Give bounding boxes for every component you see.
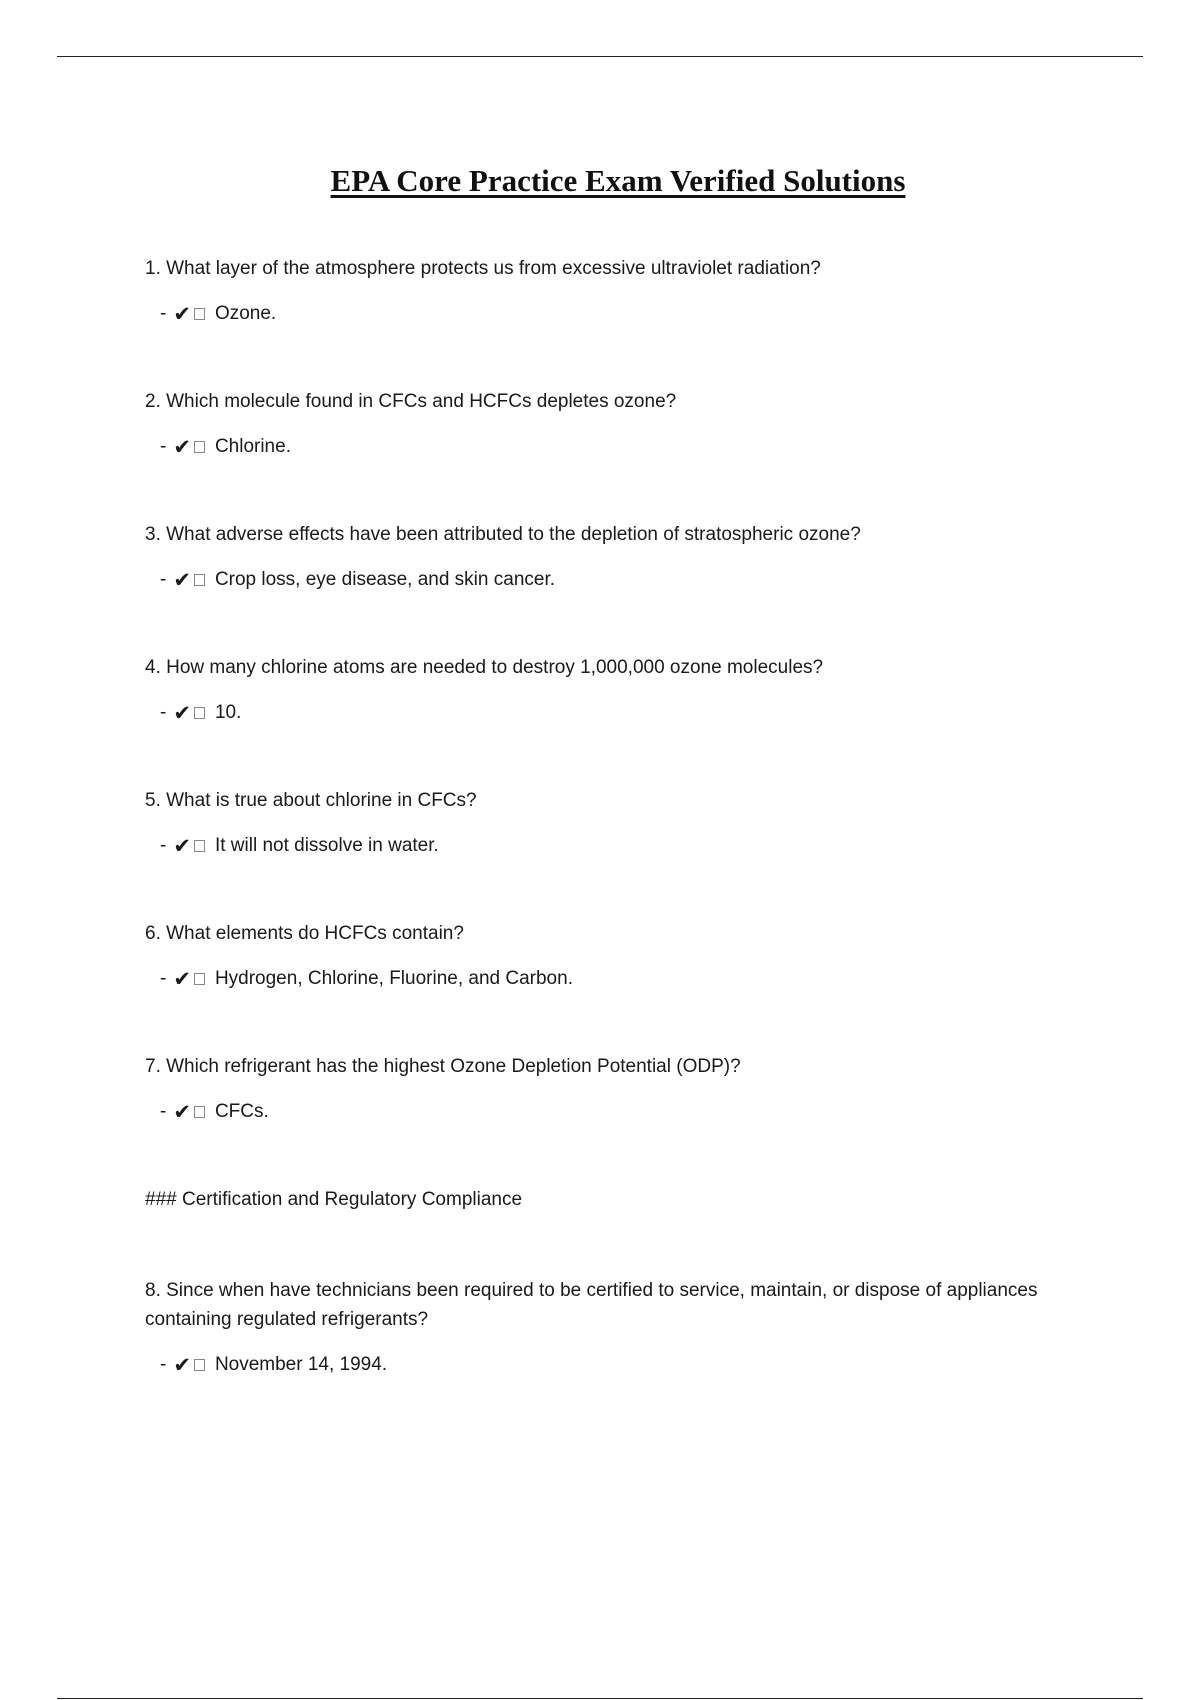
check-icon: ✔ [173,1100,191,1124]
question-text: 2. Which molecule found in CFCs and HCFCs depletes ozone? [145,391,677,412]
answer-text: November 14, 1994. [214,1354,388,1375]
qa-item-4 [145,653,1045,726]
qa-item-3 [145,520,1045,593]
checkbox-placeholder-icon [194,308,205,320]
bullet-dash: - [160,436,167,457]
question-text: 1. What layer of the atmosphere protects us from excessive ultraviolet radiation? [145,258,821,279]
answer-text: Crop loss, eye disease, and skin cancer. [214,569,556,590]
question-text: 4. How many chlorine atoms are needed to destroy 1,000,000 ozone molecules? [145,657,824,678]
checkbox-placeholder-icon [194,707,205,719]
section-heading: ### Certification and Regulatory Compliance [145,1189,523,1210]
checkbox-placeholder-icon [194,973,205,985]
bottom-rule [57,1698,1143,1699]
document-title: EPA Core Practice Exam Verified Solutions [330,162,906,198]
checkbox-placeholder-icon [194,1359,205,1371]
qa-item-5 [145,786,1045,859]
checkbox-placeholder-icon [194,840,205,852]
answer-line [160,700,1045,726]
answer-line [160,434,1045,460]
bullet-dash: - [160,1354,167,1375]
checkbox-placeholder-icon [194,1106,205,1118]
answer-text: Hydrogen, Chlorine, Fluorine, and Carbon. [214,968,573,989]
answer-line [160,301,1045,327]
check-icon: ✔ [173,701,191,725]
bullet-dash: - [160,835,167,856]
answer-text: 10. [214,702,242,723]
answer-line [160,1099,1045,1125]
answer-line [160,567,1045,593]
answer-text: CFCs. [214,1101,269,1122]
answer-line [160,966,1045,992]
bullet-dash: - [160,303,167,324]
qa-item-2 [145,387,1045,460]
check-icon: ✔ [173,1353,191,1377]
bullet-dash: - [160,702,167,723]
qa-item-6 [145,919,1045,992]
question-list [145,254,1045,1438]
question-text: 6. What elements do HCFCs contain? [145,923,464,944]
qa-item-8 [145,1276,1045,1378]
answer-line [160,833,1045,859]
check-icon: ✔ [173,967,191,991]
bullet-dash: - [160,569,167,590]
checkbox-placeholder-icon [194,441,205,453]
checkbox-placeholder-icon [194,574,205,586]
answer-text: It will not dissolve in water. [214,835,439,856]
question-text: 8. Since when have technicians been required to be certified to service, maintain, or dispose of appliances containing regulated refrigerants? [145,1280,1038,1330]
bullet-dash: - [160,1101,167,1122]
top-rule [57,56,1143,57]
answer-text: Chlorine. [214,436,291,457]
question-text: 5. What is true about chlorine in CFCs? [145,790,477,811]
check-icon: ✔ [173,302,191,326]
answer-text: Ozone. [214,303,277,324]
qa-item-7 [145,1052,1045,1125]
bullet-dash: - [160,968,167,989]
question-text: 3. What adverse effects have been attributed to the depletion of stratospheric ozone? [145,524,861,545]
check-icon: ✔ [173,568,191,592]
check-icon: ✔ [173,834,191,858]
answer-line [160,1352,1045,1378]
question-text: 7. Which refrigerant has the highest Ozone Depletion Potential (ODP)? [145,1056,741,1077]
check-icon: ✔ [173,435,191,459]
qa-item-1 [145,254,1045,327]
